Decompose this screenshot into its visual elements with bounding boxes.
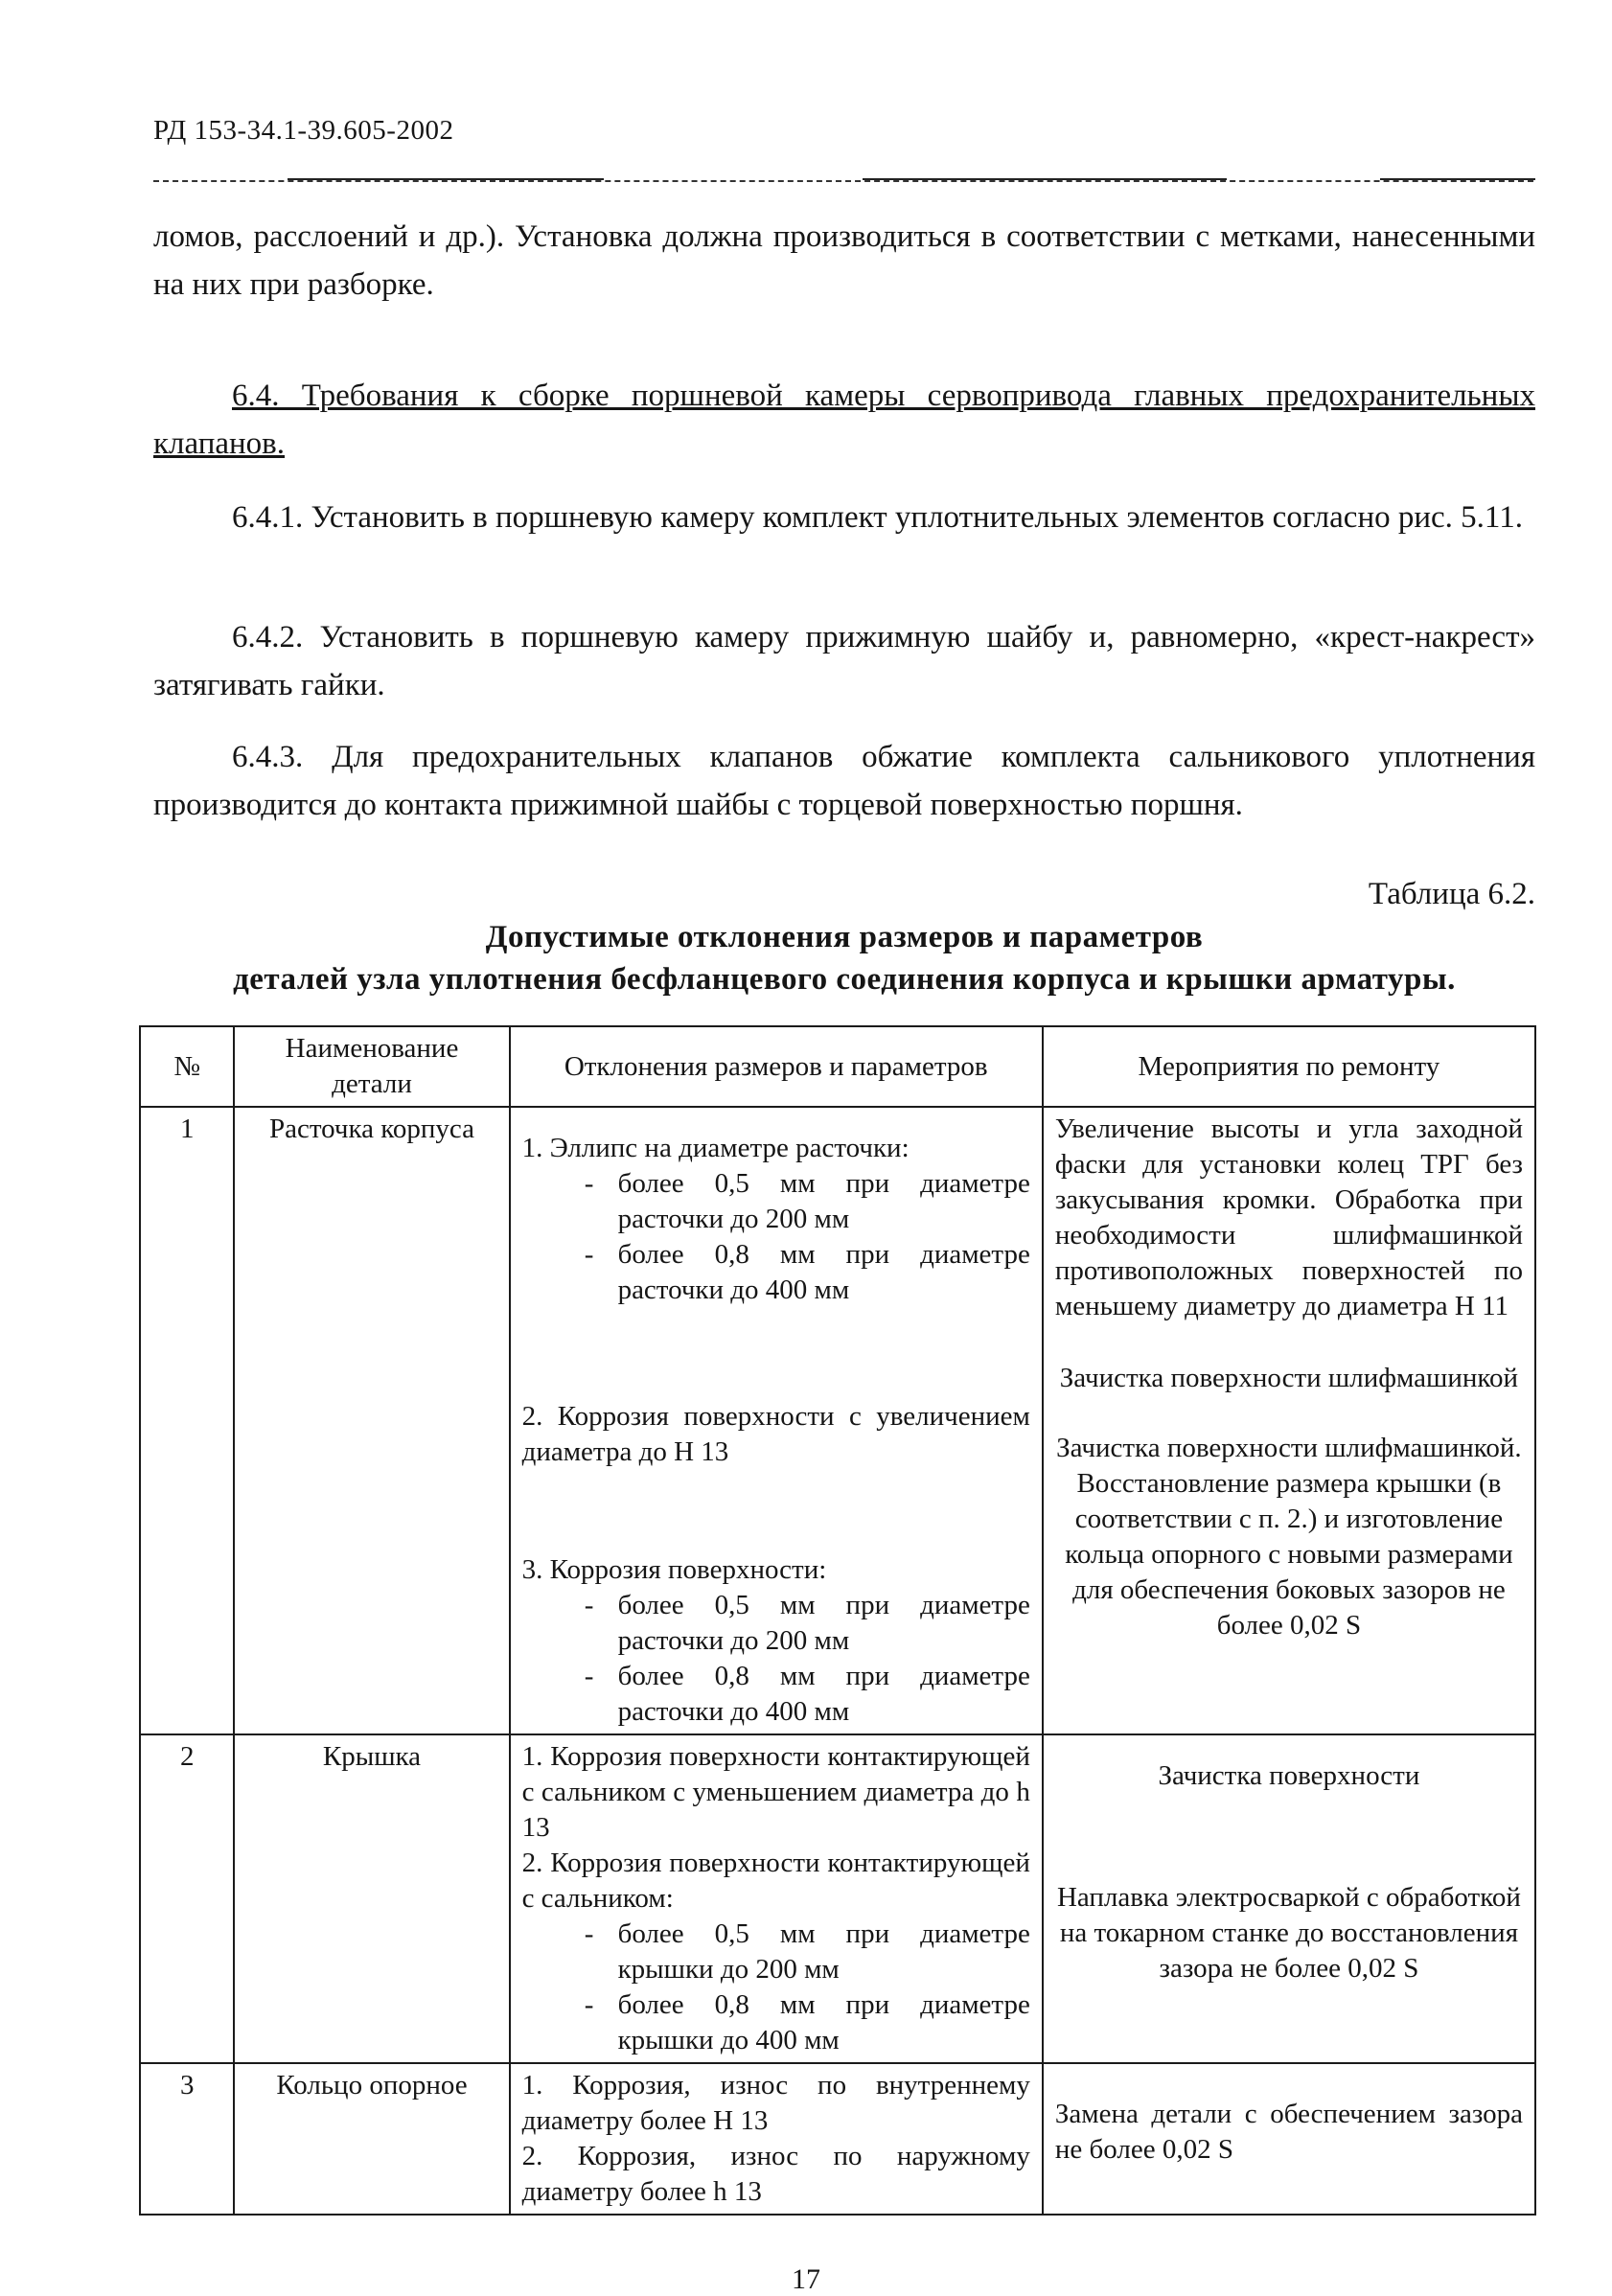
- deviation-subitem: - более 0,5 мм при диаметре расточки до 200 мм: [584, 1590, 1030, 1656]
- repair-item: Увеличение высоты и угла заходной фаски для установки колец ТРГ без закусывания кромки. Обработка при необходимости шлифмашинкой противоположных поверхностей по меньшему диаметру до диаметра Н 11: [1054, 1114, 1523, 1321]
- repair-item: Зачистка поверхности шлифмашинкой. Восстановление размера крышки (в соответствии с п. 2.) и изготовление кольца опорного с новыми размерами для обеспечения боковых зазоров не более 0,02 S: [1056, 1433, 1522, 1641]
- column-header-number: №: [140, 1026, 234, 1107]
- deviation-subitem: - более 0,8 мм при диаметре крышки до 400 мм: [584, 1989, 1030, 2055]
- deviation-item: 1. Коррозия поверхности контактирующей с сальником с уменьшением диаметра до h 13: [521, 1741, 1030, 1843]
- deviation-item: 2. Коррозия, износ по наружному диаметру более h 13: [521, 2141, 1030, 2207]
- deviation-subitem: - более 0,5 мм при диаметре расточки до 200 мм: [584, 1168, 1030, 1234]
- row-number: 1: [140, 1107, 234, 1734]
- column-header-deviations: Отклонения размеров и параметров: [510, 1026, 1043, 1107]
- deviations-cell: [510, 2063, 1043, 2215]
- table-header-row: [140, 1026, 1535, 1107]
- section-item-6-4-2: 6.4.2. Установить в поршневую камеру прижимную шайбу и, равномерно, «крест-накрест» затягивать гайки.: [153, 620, 1535, 702]
- deviation-item: 2. Коррозия поверхности с увеличением диаметра до Н 13: [521, 1401, 1030, 1467]
- header-rule-segment: [1380, 178, 1535, 180]
- table-number: Таблица 6.2.: [1368, 877, 1535, 911]
- part-name: Расточка корпуса: [234, 1107, 509, 1734]
- document-code: РД 153-34.1-39.605-2002: [153, 115, 454, 146]
- table-row: [140, 2063, 1535, 2215]
- deviation-subitem: - более 0,8 мм при диаметре расточки до 400 мм: [584, 1239, 1030, 1305]
- section-item-6-4-1: 6.4.1. Установить в поршневую камеру комплект уплотнительных элементов согласно рис. 5.11.: [232, 500, 1523, 535]
- column-header-repair: Мероприятия по ремонту: [1043, 1026, 1535, 1107]
- deviation-item: 1. Коррозия, износ по внутреннему диаметру более Н 13: [521, 2070, 1030, 2136]
- table-row: [140, 1734, 1535, 2063]
- deviation-item: 1. Эллипс на диаметре расточки:: [521, 1133, 910, 1163]
- repair-item: Зачистка поверхности: [1158, 1760, 1420, 1791]
- part-name: Кольцо опорное: [234, 2063, 509, 2215]
- deviations-table: [139, 1025, 1536, 2216]
- table-title-line-1: Допустимые отклонения размеров и параметров: [485, 920, 1204, 954]
- header-rule-segment: [288, 178, 604, 180]
- table-title-line-2: деталей узла уплотнения бесфланцевого соединения корпуса и крышки арматуры.: [233, 962, 1456, 997]
- page-number: 17: [792, 2263, 820, 2295]
- table-row: [140, 1107, 1535, 1734]
- repair-cell: [1043, 1734, 1535, 2063]
- part-name: Крышка: [234, 1734, 509, 2063]
- header-rule: [153, 180, 1533, 182]
- deviations-cell: [510, 1107, 1043, 1734]
- column-header-part-name: Наименование детали: [234, 1026, 509, 1107]
- deviation-subitem: - более 0,5 мм при диаметре крышки до 200 мм: [584, 1918, 1030, 1985]
- section-item-6-4-3: 6.4.3. Для предохранительных клапанов обжатие комплекта сальникового уплотнения производится до контакта прижимной шайбы с торцевой поверхностью поршня.: [153, 740, 1535, 822]
- intro-paragraph: ломов, расслоений и др.). Установка должна производиться в соответствии с метками, нанесенными на них при разборке.: [153, 219, 1535, 302]
- repair-cell: [1043, 2063, 1535, 2215]
- deviations-cell: [510, 1734, 1043, 2063]
- row-number: 3: [140, 2063, 234, 2215]
- header-rule-segment: [863, 178, 1227, 180]
- row-number: 2: [140, 1734, 234, 2063]
- deviation-item: 2. Коррозия поверхности контактирующей с сальником:: [521, 1848, 1030, 1914]
- deviation-item: 3. Коррозия поверхности:: [521, 1554, 827, 1585]
- section-heading: 6.4. Требования к сборке поршневой камеры сервопривода главных предохранительных клапанов.: [153, 379, 1535, 461]
- repair-item: Зачистка поверхности шлифмашинкой: [1059, 1363, 1519, 1393]
- deviation-subitem: - более 0,8 мм при диаметре расточки до 400 мм: [584, 1661, 1030, 1727]
- repair-cell: [1043, 1107, 1535, 1734]
- repair-item: Наплавка электросваркой с обработкой на токарном станке до восстановления зазора не более 0,02 S: [1056, 1882, 1521, 1984]
- repair-item: Замена детали с обеспечением зазора не более 0,02 S: [1054, 2099, 1523, 2165]
